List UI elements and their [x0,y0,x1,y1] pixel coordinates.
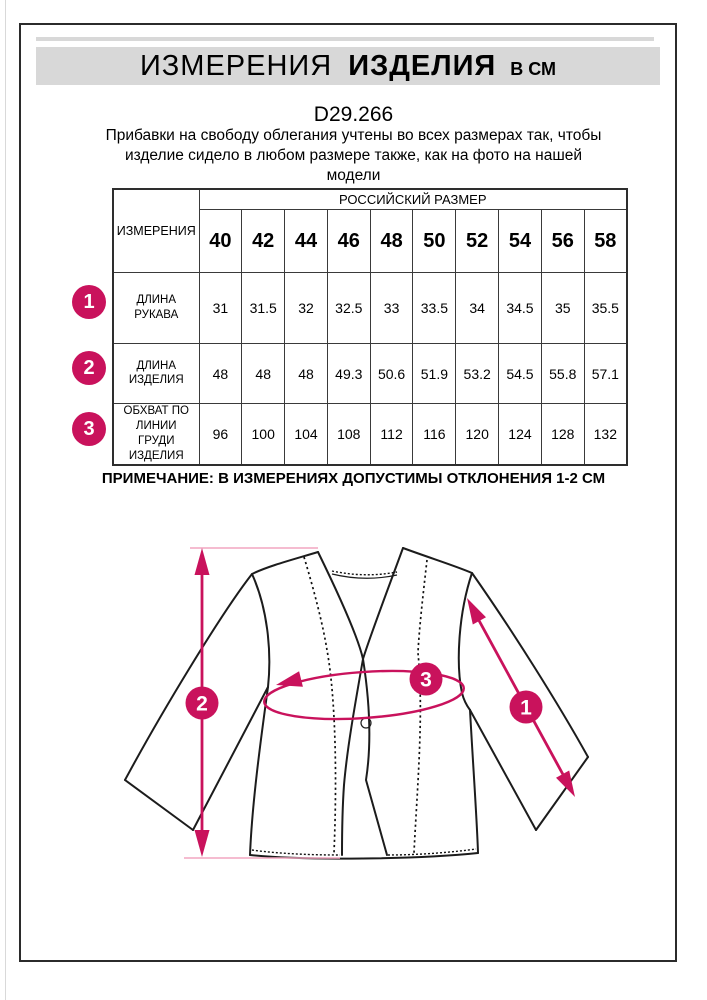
measurement-value: 53.2 [456,344,499,404]
left-body-side [250,687,268,855]
measurement-value: 116 [413,404,456,466]
size-cell: 56 [541,210,584,273]
right-body-side [470,710,478,853]
size-table [112,188,628,466]
length-arrowhead-top [195,548,210,575]
fit-description-line: Прибавки на свободу облегания учтены во всех размерах так, чтобы [105,127,602,144]
chest-arrowhead [276,671,303,687]
measurement-value: 48 [199,344,242,404]
measurement-value: 124 [499,404,542,466]
left-shoulder-sleeve-outer [125,552,318,780]
left-armhole [252,574,269,687]
measurement-value: 33.5 [413,273,456,344]
measurement-value: 48 [285,344,328,404]
measurements-corner-label: ИЗМЕРЕНИЯ [113,189,199,273]
measurement-value: 32 [285,273,328,344]
measurement-annotations [184,548,575,858]
right-lapel-edge [342,548,403,855]
measurement-value: 50.6 [370,344,413,404]
diagram-marker-3-num: 3 [420,668,432,692]
length-arrowhead-bottom [195,830,210,857]
left-princess-seam [304,557,336,853]
measurement-value: 33 [370,273,413,344]
right-princess-seam [414,560,427,853]
measurement-value: 57.1 [584,344,627,404]
measurement-value: 120 [456,404,499,466]
hem-stitch-left [252,850,340,855]
table-row [113,273,627,344]
size-cell: 58 [584,210,627,273]
tolerance-note: ПРИМЕЧАНИЕ: В ИЗМЕРЕНИЯХ ДОПУСТИМЫ ОТКЛОНЕНИЯ 1-2 СМ [101,470,606,487]
size-cell: 44 [285,210,328,273]
left-lapel-edge [318,552,387,855]
measurement-value: 31 [199,273,242,344]
left-cuff-edge [125,780,193,830]
measurement-value: 32.5 [327,273,370,344]
fit-description-line: изделие сидело в любом размере также, как на фото на нашей [124,147,583,165]
measurement-value: 108 [327,404,370,466]
page-title: ИЗМЕРЕНИЯ [139,49,333,82]
measurement-value: 132 [584,404,627,466]
size-cell: 40 [199,210,242,273]
size-cell: 48 [370,210,413,273]
fit-description [0,126,707,186]
right-underarm-seam [470,710,536,830]
size-cell: 54 [499,210,542,273]
size-cell: 50 [413,210,456,273]
measurement-value: 35.5 [584,273,627,344]
measurement-value: 96 [199,404,242,466]
back-neck-stitch [332,571,397,575]
measurement-value: 55.8 [541,344,584,404]
row-marker-1: 1 [72,285,106,319]
table-row [113,344,627,404]
table-header-row [113,189,627,210]
measurement-value: 34 [456,273,499,344]
banner-top-strip [36,37,654,41]
page-title-units: В СМ [510,59,557,79]
measurement-value: 112 [370,404,413,466]
measurement-value: 104 [285,404,328,466]
page-title-bold: ИЗДЕЛИЯ [348,49,497,82]
size-cell: 46 [327,210,370,273]
measurement-value: 100 [242,404,285,466]
right-cuff-edge [536,757,588,830]
title-banner [36,47,660,85]
size-table-body [113,273,627,466]
product-code: D29.266 [313,103,394,126]
size-cell: 52 [456,210,499,273]
measurement-value: 34.5 [499,273,542,344]
row-marker-3: 3 [72,412,106,446]
size-cell: 42 [242,210,285,273]
sleeve-arrowhead-bottom [556,771,575,798]
row-marker-2: 2 [72,351,106,385]
measurement-value: 35 [541,273,584,344]
measurement-value: 49.3 [327,344,370,404]
fit-description-line: модели [326,167,381,185]
diagram-marker-1-num: 1 [520,696,532,720]
measurement-value: 51.9 [413,344,456,404]
table-row [113,404,627,466]
size-header: РОССИЙСКИЙ РАЗМЕР [199,189,627,210]
measurement-value: 54.5 [499,344,542,404]
measurement-label: ДЛИНА ИЗДЕЛИЯ [113,344,199,404]
measurement-label: ДЛИНА РУКАВА [113,273,199,344]
measurement-value: 48 [242,344,285,404]
measurement-value: 128 [541,404,584,466]
measurement-value: 31.5 [242,273,285,344]
diagram-marker-2-num: 2 [196,692,208,716]
right-armhole [459,573,472,710]
measurement-label: ОБХВАТ ПО ЛИНИИ ГРУДИ ИЗДЕЛИЯ [113,404,199,466]
sleeve-arrowhead-top [467,598,486,625]
garment-diagram [120,535,590,865]
